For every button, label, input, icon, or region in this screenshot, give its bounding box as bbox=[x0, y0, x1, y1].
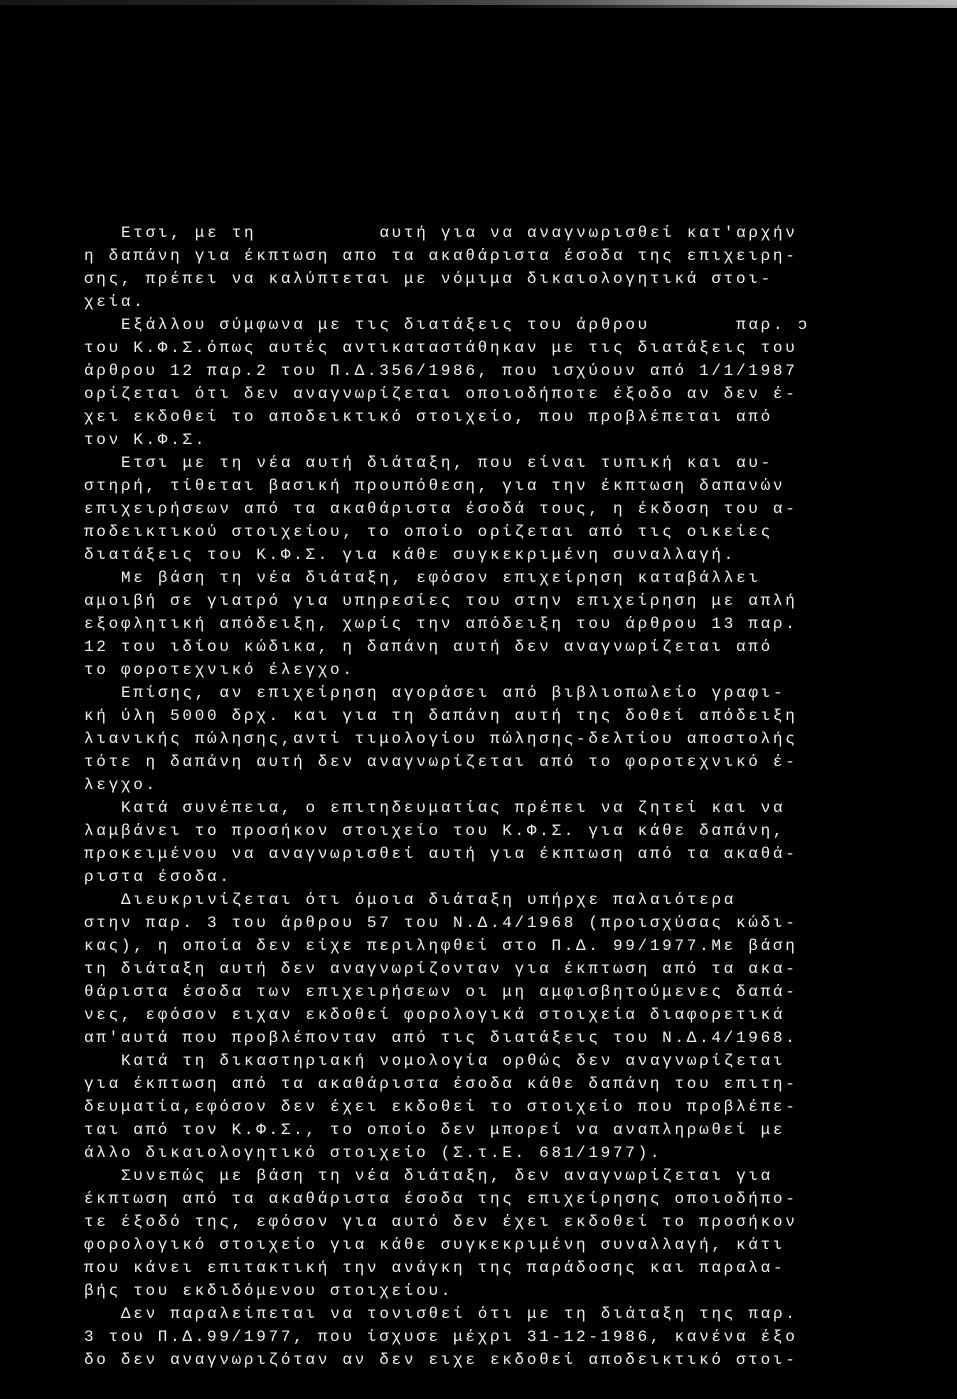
text-line: προκειμένου να αναγνωρισθεί αυτή για έκπτωση από τα ακαθά- bbox=[84, 845, 798, 863]
text-line: Επίσης, αν επιχείρηση αγοράσει από βιβλιοπωλείο γραφι- bbox=[121, 684, 786, 702]
text-line: επιχειρήσεων από τα ακαθάριστα έσοδά τους, η έκδοση του α- bbox=[84, 500, 798, 518]
text-line: Κατά τη δικαστηριακή νομολογία ορθώς δεν αναγνωρίζεται bbox=[121, 1052, 786, 1070]
text-line: δο δεν αναγνωριζόταν αν δεν ειχε εκδοθεί αποδεικτικό στοι- bbox=[84, 1351, 798, 1369]
text-line: στην παρ. 3 του άρθρου 57 του Ν.Δ.4/1968 (προισχύσας κώδι- bbox=[84, 914, 798, 932]
paragraph bbox=[84, 797, 864, 889]
text-line: απ'αυτά που προβλέπονταν από τις διατάξεις του Ν.Δ.4/1968. bbox=[84, 1029, 798, 1047]
text-line: τη διάταξη αυτή δεν αναγνωρίζονταν για έκπτωση από τα ακα- bbox=[84, 960, 798, 978]
text-line: ται από τον Κ.Φ.Σ., το οποίο δεν μπορεί να αναπληρωθεί με bbox=[84, 1121, 786, 1139]
text-line: κή ύλη 5000 δρχ. και για τη δαπάνη αυτή της δοθεί απόδειξη bbox=[84, 707, 798, 725]
text-line: τότε η δαπάνη αυτή δεν αναγνωρίζεται από το φοροτεχνικό έ- bbox=[84, 753, 798, 771]
text-line: του Κ.Φ.Σ.όπως αυτές αντικαταστάθηκαν με τις διατάξεις του bbox=[84, 339, 798, 357]
paragraph bbox=[84, 682, 864, 797]
paragraph bbox=[84, 1050, 864, 1165]
text-line: Συνεπώς με βάση τη νέα διάταξη, δεν αναγνωρίζεται για bbox=[121, 1167, 773, 1185]
text-line: 3 του Π.Δ.99/1977, που ίσχυσε μέχρι 31-12-1986, κανένα έξο bbox=[84, 1328, 798, 1346]
text-line: βής του εκδιδόμενου στοιχείου. bbox=[84, 1282, 454, 1300]
text-line: το φοροτεχνικό έλεγχο. bbox=[84, 661, 355, 679]
paragraph bbox=[84, 222, 864, 314]
text-line: στηρή, τίθεται βασική προυπόθεση, για την έκπτωση δαπανών bbox=[84, 477, 786, 495]
text-line: αμοιβή σε γιατρό για υπηρεσίες του στην επιχείρηση με απλή bbox=[84, 592, 798, 610]
text-line: που κάνει επιτακτική την ανάγκη της παράδοσης και παραλα- bbox=[84, 1259, 786, 1277]
text-line: τε έξοδό της, εφόσον για αυτό δεν έχει εκδοθεί το προσήκον bbox=[84, 1213, 798, 1231]
text-line: χει εκδοθεί το αποδεικτικό στοιχείο, που προβλέπεται από bbox=[84, 408, 773, 426]
text-line: έκπτωση από τα ακαθάριστα έσοδα της επιχείρησης οποιοδήπο- bbox=[84, 1190, 798, 1208]
text-line: λεγχο. bbox=[84, 776, 158, 794]
paragraph bbox=[84, 1303, 864, 1372]
text-line: Ετσι, με τη αυτή για να αναγνωρισθεί κατ'αρχήν bbox=[121, 224, 798, 242]
text-line: ποδεικτικού στοιχείου, το οποίο ορίζεται από τις οικείες bbox=[84, 523, 773, 541]
text-line: λαμβάνει το προσήκον στοιχείο του Κ.Φ.Σ. για κάθε δαπάνη, bbox=[84, 822, 786, 840]
text-line: κας), η οποία δεν είχε περιληφθεί στο Π.Δ. 99/1977.Με βάση bbox=[84, 937, 798, 955]
text-line: Διευκρινίζεται ότι όμοια διάταξη υπήρχε παλαιότερα bbox=[121, 891, 737, 909]
text-line: εξοφλητική απόδειξη, χωρίς την απόδειξη του άρθρου 13 παρ. bbox=[84, 615, 798, 633]
text-line: λιανικής πώλησης,αντί τιμολογίου πώλησης-δελτίου αποστολής bbox=[84, 730, 798, 748]
text-line: άρθρου 12 παρ.2 του Π.Δ.356/1986, που ισχύουν από 1/1/1987 bbox=[84, 362, 798, 380]
scan-edge-artifact bbox=[480, 5, 957, 8]
text-line: ορίζεται ότι δεν αναγνωρίζεται οποιοδήποτε έξοδο αν δεν έ- bbox=[84, 385, 798, 403]
text-line: τον Κ.Φ.Σ. bbox=[84, 431, 208, 449]
text-line: για έκπτωση από τα ακαθάριστα έσοδα κάθε δαπάνη του επιτη- bbox=[84, 1075, 798, 1093]
text-line: ριστα έσοδα. bbox=[84, 868, 232, 886]
text-line: θάριστα έσοδα των επιχειρήσεων οι μη αμφισβητούμενες δαπά- bbox=[84, 983, 798, 1001]
text-line: νες, εφόσον ειχαν εκδοθεί φορολογικά στοιχεία διαφορετικά bbox=[84, 1006, 786, 1024]
text-line: η δαπάνη για έκπτωση απο τα ακαθάριστα έσοδα της επιχειρη- bbox=[84, 247, 798, 265]
text-line: Με βάση τη νέα διάταξη, εφόσον επιχείρηση καταβάλλει bbox=[121, 569, 761, 587]
paragraph bbox=[84, 452, 864, 567]
text-line: Δεν παραλείπεται να τονισθεί ότι με τη διάταξη της παρ. bbox=[121, 1305, 798, 1323]
document-body bbox=[84, 222, 864, 1372]
paragraph bbox=[84, 567, 864, 682]
text-line: σης, πρέπει να καλύπτεται με νόμιμα δικαιολογητικά στοι- bbox=[84, 270, 773, 288]
text-line: δευματία,εφόσον δεν έχει εκδοθεί το στοιχείο που προβλέπε- bbox=[84, 1098, 798, 1116]
text-line: χεία. bbox=[84, 293, 146, 311]
text-line: φορολογικό στοιχείο για κάθε συγκεκριμένη συναλλαγή, κάτι bbox=[84, 1236, 786, 1254]
text-line: Εξάλλου σύμφωνα με τις διατάξεις του άρθρου παρ. ɔ bbox=[121, 316, 810, 334]
text-line: άλλο δικαιολογητικό στοιχείο (Σ.τ.Ε. 681/1977). bbox=[84, 1144, 663, 1162]
paragraph bbox=[84, 1165, 864, 1303]
paragraph bbox=[84, 889, 864, 1050]
text-line: 12 του ιδίου κώδικα, η δαπάνη αυτή δεν αναγνωρίζεται από bbox=[84, 638, 773, 656]
text-line: Κατά συνέπεια, ο επιτηδευματίας πρέπει να ζητεί και να bbox=[121, 799, 786, 817]
text-line: διατάξεις του Κ.Φ.Σ. για κάθε συγκεκριμένη συναλλαγή. bbox=[84, 546, 736, 564]
paragraph bbox=[84, 314, 864, 452]
text-line: Ετσι με τη νέα αυτή διάταξη, που είναι τυπική και αυ- bbox=[121, 454, 773, 472]
